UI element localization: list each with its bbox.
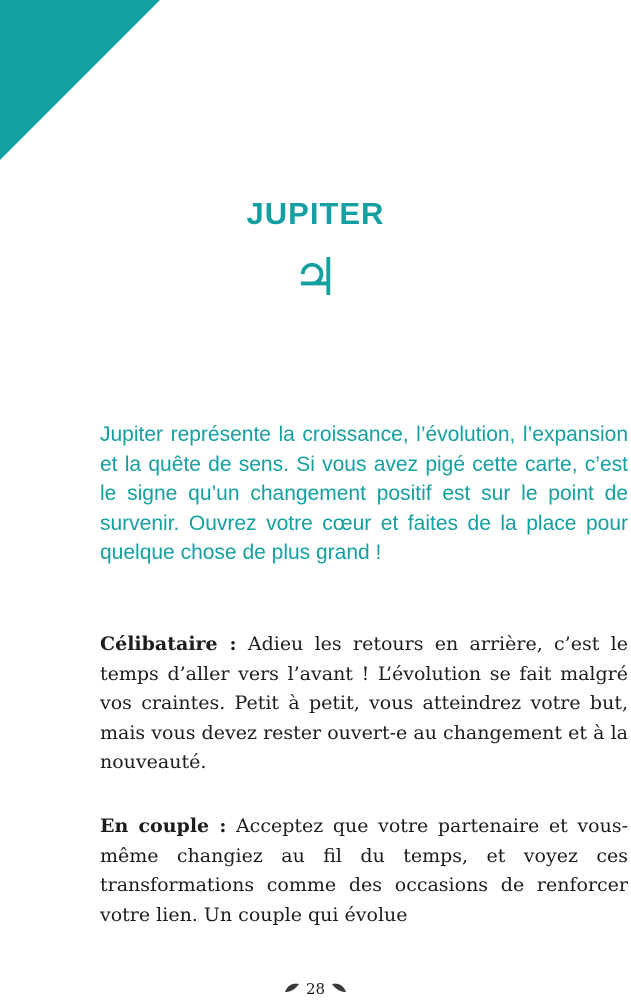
section-text: Adieu les retours en arrière, c’est le temps d’aller vers l’avant ! L’évolution se fait malgré vos craintes. Petit à petit, vous atteindrez votre but, mais vous devez rester ouvert-e au changement et à la nouveauté. — [100, 633, 628, 773]
section-en-couple — [100, 812, 628, 932]
page-title: JUPITER — [246, 196, 385, 231]
page-footer — [0, 980, 631, 998]
page-number: 28 — [305, 980, 326, 998]
corner-triangle-decoration — [0, 0, 160, 160]
section-label: En couple : — [100, 815, 227, 837]
leaf-ornament-left-icon — [284, 982, 300, 998]
leaf-ornament-right-icon — [331, 982, 347, 998]
section-celibataire — [100, 630, 628, 778]
jupiter-symbol-icon: ♃ — [292, 248, 339, 308]
intro-paragraph: Jupiter représente la croissance, l’évolution, l’expansion et la quête de sens. Si vous avez pigé cette carte, c’est le signe qu’un changement positif est sur le point de survenir. Ouvrez votre cœur et faites de la place pour quelque chose de plus grand ! — [100, 423, 628, 564]
section-text: Acceptez que votre partenaire et vous-même changiez au fil du temps, et voyez ces transformations comme des occasions de renforcer votre lien. Un couple qui évolue — [100, 815, 628, 926]
section-label: Célibataire : — [100, 633, 237, 655]
